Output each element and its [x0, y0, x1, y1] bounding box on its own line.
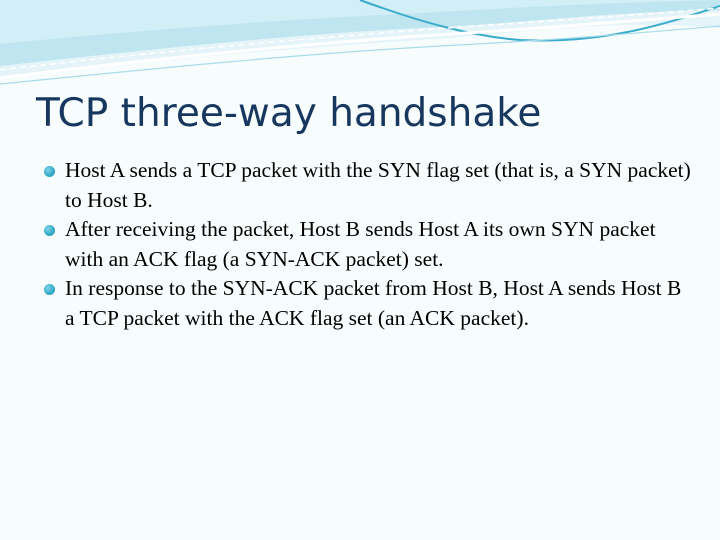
bullet-text: After receiving the packet, Host B sends Host A its own SYN packet with an ACK flag (a SYN-ACK packet) set. — [65, 217, 656, 271]
bullet-item — [44, 156, 694, 215]
bullet-list — [44, 156, 694, 333]
slide-title: TCP three-way handshake — [36, 91, 542, 136]
header-wave-decoration — [0, 0, 720, 90]
bullet-item — [44, 215, 694, 274]
bullet-text: Host A sends a TCP packet with the SYN flag set (that is, a SYN packet) to Host B. — [65, 158, 691, 212]
bullet-dot-icon — [44, 225, 55, 236]
bullet-dot-icon — [44, 166, 55, 177]
bullet-item — [44, 274, 694, 333]
bullet-text: In response to the SYN-ACK packet from Host B, Host A sends Host B a TCP packet with the ACK flag set (an ACK packet). — [65, 276, 682, 330]
bullet-dot-icon — [44, 284, 55, 295]
